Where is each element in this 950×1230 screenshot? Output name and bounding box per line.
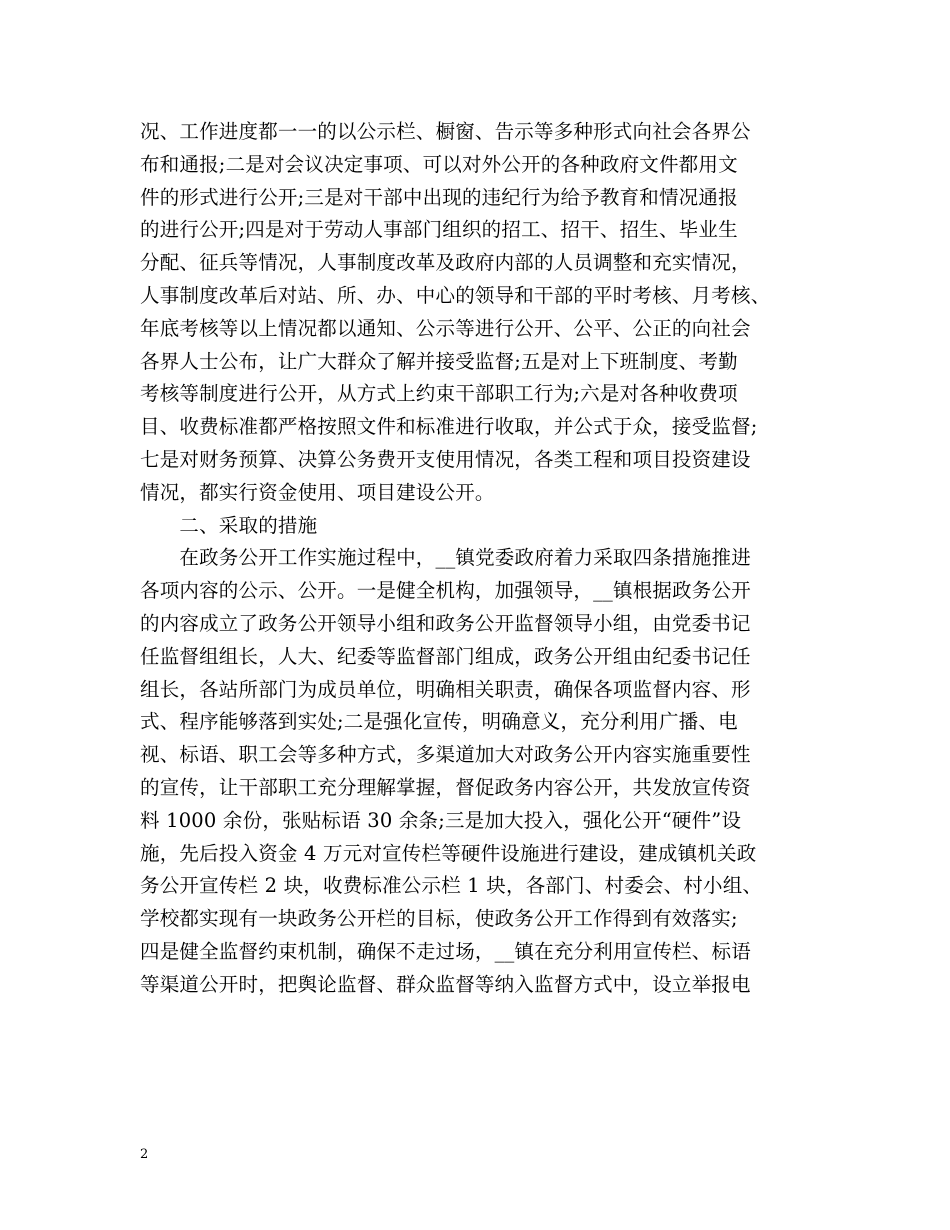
text-line: 组长，各站所部门为成员单位，明确相关职责，确保各项监督内容、形 [140, 677, 751, 701]
text-line: 分配、征兵等情况，人事制度改革及政府内部的人员调整和充实情况， [140, 251, 751, 275]
section-heading: 二、采取的措施 [140, 513, 318, 537]
text-line: 件的形式进行公开;三是对干部中出现的违纪行为给予教育和情况通报 [140, 185, 738, 209]
text-line: 人事制度改革后对站、所、办、中心的领导和干部的平时考核、月考核、 [140, 283, 771, 307]
text-line: 的内容成立了政务公开领导小组和政务公开监督领导小组，由党委书记 [140, 611, 751, 635]
text-line: 学校都实现有一块政务公开栏的目标，使政务公开工作得到有效落实; [140, 907, 738, 931]
body-text [140, 116, 830, 1002]
text-line: 四是健全监督约束机制，确保不走过场，__镇在充分利用宣传栏、标语 [140, 939, 751, 963]
text-line: 的进行公开;四是对于劳动人事部门组织的招工、招干、招生、毕业生 [140, 218, 738, 242]
text-line: 在政务公开工作实施过程中，__镇党委政府着力采取四条措施推进 [140, 546, 751, 570]
text-line: 布和通报;二是对会议决定事项、可以对外公开的各种政府文件都用文 [140, 152, 738, 176]
text-line: 式、程序能够落到实处;二是强化宣传，明确意义，充分利用广播、电 [140, 710, 738, 734]
text-line: 视、标语、职工会等多种方式，多渠道加大对政务公开内容实施重要性 [140, 743, 751, 767]
text-line: 任监督组组长，人大、纪委等监督部门组成，政务公开组由纪委书记任 [140, 644, 751, 668]
text-line: 料 1000 余份，张贴标语 30 余条;三是加大投入，强化公开“硬件”设 [140, 808, 742, 832]
text-line: 等渠道公开时，把舆论监督、群众监督等纳入监督方式中，设立举报电 [140, 972, 751, 996]
text-line: 年底考核等以上情况都以通知、公示等进行公开、公平、公正的向社会 [140, 316, 751, 340]
text-line: 考核等制度进行公开，从方式上约束干部职工行为;六是对各种收费项 [140, 382, 738, 406]
text-line: 各界人士公布，让广大群众了解并接受监督;五是对上下班制度、考勤 [140, 349, 738, 373]
text-line: 务公开宣传栏 2 块，收费标准公示栏 1 块，各部门、村委会、村小组、 [140, 874, 763, 898]
text-line: 目、收费标准都严格按照文件和标准进行收取，并公式于众，接受监督; [140, 415, 758, 439]
text-line: 的宣传，让干部职工充分理解掌握，督促政务内容公开，共发放宣传资 [140, 775, 751, 799]
page-number: 2 [140, 1147, 149, 1162]
text-line: 各项内容的公示、公开。一是健全机构，加强领导，__镇根据政务公开 [140, 579, 751, 603]
text-line: 情况，都实行资金使用、项目建设公开。 [140, 480, 495, 504]
text-line: 七是对财务预算、决算公务费开支使用情况，各类工程和项目投资建设 [140, 447, 751, 471]
text-line: 施，先后投入资金 4 万元对宣传栏等硬件设施进行建设，建成镇机关政 [140, 841, 757, 865]
text-line: 况、工作进度都一一的以公示栏、橱窗、告示等多种形式向社会各界公 [140, 120, 751, 143]
